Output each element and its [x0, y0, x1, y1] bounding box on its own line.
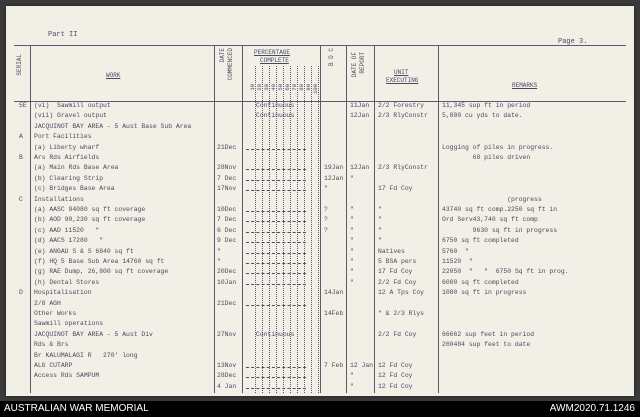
- cell-work: JACQUINOT BAY AREA - 5 Aust Div: [34, 330, 153, 338]
- cell-rep: ": [350, 206, 354, 213]
- cell-date: ": [217, 247, 221, 255]
- pct-col-line: [304, 66, 305, 393]
- cell-bdc: ?: [324, 226, 328, 234]
- continuous-label: Continuous: [256, 112, 295, 120]
- cell-work: (b) AOD 90,230 sq ft coverage: [34, 216, 146, 224]
- cell-bdc: ?: [324, 216, 328, 224]
- cell-work: Other Works: [34, 310, 77, 317]
- cell-serial: B: [19, 154, 23, 161]
- cell-remarks: (progress: [442, 195, 542, 203]
- cell-date: 28Dec: [217, 372, 237, 380]
- cell-rep: 12 Jan: [350, 362, 374, 369]
- cell-remarks: Ord Serv43,740 sq ft comp: [442, 216, 538, 224]
- pct-tick-label: 100: [312, 84, 319, 94]
- progress-bar: [246, 190, 306, 191]
- pct-tick-label: 70: [291, 84, 298, 91]
- cell-remarks: Logging of piles in progress.: [442, 143, 554, 151]
- cell-work: (vi) Sawmill output: [34, 102, 111, 109]
- cell-bdc: 14Jan: [324, 289, 344, 297]
- progress-bar: [246, 263, 306, 264]
- archive-ref: AWM2020.71.1246: [549, 403, 635, 414]
- col-line-report: [374, 45, 375, 393]
- cell-date: 20Dec: [217, 268, 237, 276]
- cell-date: 4 Jan: [217, 382, 237, 390]
- cell-unit: 17 Fd Coy: [378, 268, 413, 276]
- cell-remarks: 260484 sup feet to date: [442, 341, 531, 349]
- cell-work: (f) HQ 5 Base Sub Area 14760 sq ft: [34, 258, 165, 265]
- progress-bar: [246, 253, 306, 254]
- percentage-header-2: COMPLETE: [260, 57, 289, 64]
- remarks-header: REMARKS: [512, 82, 538, 89]
- cell-work: (a) AASC 94080 sq ft coverage: [34, 206, 146, 213]
- cell-bdc: 12Jan: [324, 174, 344, 182]
- cell-date: 28Nov: [217, 164, 237, 172]
- progress-bar: [246, 388, 306, 389]
- cell-unit: 2/2 Fd Coy: [378, 330, 417, 338]
- percentage-header-1: PERCENTAGE: [254, 49, 291, 56]
- cell-pct: Continuous: [256, 330, 295, 338]
- cell-unit: 12 Fd Coy: [378, 362, 413, 369]
- cell-remarks: 43740 sq ft comp.2250 sq ft in: [442, 206, 558, 213]
- date-commenced-header-2: COMMENCED: [227, 48, 234, 81]
- cell-unit: Natives: [378, 247, 405, 255]
- cell-date: 13Nov: [217, 362, 237, 369]
- bdc-header: B D C: [328, 48, 335, 67]
- cell-rep: ": [350, 278, 354, 286]
- cell-rep: ": [350, 226, 354, 234]
- pct-col-line: [311, 66, 312, 393]
- cell-work: Port Facilities: [34, 133, 92, 141]
- cell-unit: 12 Fd Coy: [378, 382, 413, 390]
- progress-bar: [246, 242, 306, 243]
- unit-header-2: EXECUTING: [386, 77, 419, 84]
- archive-footer: [0, 401, 640, 417]
- cell-work: (c) Bridges Base Area: [34, 185, 115, 193]
- cell-work: (e) ANGAU S & S 6840 sq ft: [34, 247, 134, 255]
- cell-date: 6 Dec: [217, 226, 237, 234]
- progress-bar: [246, 377, 306, 378]
- pct-tick-label: 30: [263, 84, 270, 91]
- date-commenced-header-1: DATE: [219, 48, 226, 63]
- cell-work: JACQUINOT BAY AREA - 5 Aust Base Sub Area: [34, 122, 192, 130]
- cell-remarks: 1080 sq ft in progress: [442, 289, 527, 297]
- cell-date: 17Nov: [217, 185, 237, 193]
- cell-unit: 12 A Tps Coy: [378, 289, 425, 297]
- pct-col-line: [297, 66, 298, 393]
- archive-name: AUSTRALIAN WAR MEMORIAL: [4, 403, 149, 414]
- cell-serial: A: [19, 133, 23, 141]
- col-line-unit: [438, 45, 439, 393]
- cell-unit: 5 BSA pers: [378, 258, 417, 265]
- cell-rep: 11Jan: [350, 102, 370, 109]
- pct-tick-label: 40: [270, 84, 277, 91]
- continuous-label: Continuous: [256, 102, 295, 109]
- cell-unit: ": [378, 216, 382, 224]
- cell-date: 10Jan: [217, 278, 237, 286]
- cell-rep: ": [350, 216, 354, 224]
- cell-remarks: 22050 " " 6750 Sq ft in prog.: [442, 268, 569, 276]
- cell-work: Access Rds SAMPUM: [34, 372, 100, 380]
- cell-unit: 2/3 RlyConstr: [378, 112, 428, 120]
- col-line-bdc: [346, 45, 347, 393]
- cell-work: Hospitalisation: [34, 289, 92, 297]
- cell-date: 7 Dec: [217, 174, 237, 182]
- pct-tick-label: 20: [256, 84, 263, 91]
- cell-bdc: 14Feb: [324, 310, 344, 317]
- pct-tick-label: 10: [249, 84, 256, 91]
- col-line-work: [214, 45, 215, 393]
- cell-work: 2/8 AGH: [34, 299, 61, 307]
- cell-bdc: 7 Feb: [324, 362, 344, 369]
- cell-date: 7 Dec: [217, 216, 237, 224]
- cell-unit: ": [378, 226, 382, 234]
- cell-work: Br KALUMALAGI R 270' long: [34, 351, 138, 359]
- cell-unit: 12 Fd Coy: [378, 372, 413, 380]
- cell-unit: 2/2 Forestry: [378, 102, 425, 109]
- cell-work: Installations: [34, 195, 84, 203]
- cell-date: 9 Dec: [217, 237, 237, 245]
- pct-tick-label: 80: [298, 84, 305, 91]
- cell-work: Rds & Brs: [34, 341, 69, 349]
- report-header-1: DATE OF: [351, 52, 358, 78]
- cell-unit: 17 Fd Coy: [378, 185, 413, 193]
- cell-remarks: 5760 ": [442, 247, 469, 255]
- cell-work: Ars Rds Airfields: [34, 154, 100, 161]
- progress-bar: [246, 149, 306, 150]
- cell-serial: C: [19, 195, 23, 203]
- pct-tick-label: 50: [277, 84, 284, 91]
- unit-header-1: UNIT: [394, 69, 409, 76]
- cell-remarks: 11520 ": [442, 258, 473, 265]
- cell-date: 27Nov: [217, 330, 237, 338]
- cell-remarks: 6750 sq ft completed: [442, 237, 519, 245]
- cell-unit: ": [378, 237, 382, 245]
- cell-rep: ": [350, 237, 354, 245]
- cell-unit: ": [378, 206, 382, 213]
- pct-tick-label: 60: [284, 84, 291, 91]
- cell-work: (g) RAE Dump, 26,800 sq ft coverage: [34, 268, 169, 276]
- progress-bar: [246, 221, 306, 222]
- cell-rep: ": [350, 382, 354, 390]
- cell-work: ALG CUTARP: [34, 362, 73, 369]
- progress-bar: [246, 305, 306, 306]
- cell-remarks: 11,345 sup ft in period: [442, 102, 531, 109]
- document-sheet: [6, 6, 634, 396]
- cell-work: (b) Clearing Strip: [34, 174, 104, 182]
- cell-rep: ": [350, 247, 354, 255]
- progress-bar: [246, 284, 306, 285]
- progress-bar: [246, 169, 306, 170]
- page-number: Page 3.: [558, 38, 588, 46]
- cell-date: ": [217, 258, 221, 265]
- cell-remarks: 9630 sq ft in progress: [442, 226, 558, 234]
- cell-remarks: 68 piles driven: [442, 154, 531, 161]
- progress-bar: [246, 273, 306, 274]
- progress-bar: [246, 367, 306, 368]
- cell-work: (c) AAD 11520 ": [34, 226, 100, 234]
- cell-serial: 5E: [19, 102, 27, 109]
- cell-unit: 2/2 Fd Coy: [378, 278, 417, 286]
- cell-remarks: 6000 sq ft completed: [442, 278, 519, 286]
- cell-date: 21Dec: [217, 143, 237, 151]
- pct-col-line: [318, 66, 319, 393]
- col-line-date: [242, 45, 243, 393]
- cell-work: (d) AACS 17280 ": [34, 237, 104, 245]
- cell-rep: ": [350, 372, 354, 380]
- cell-bdc: 19Jan: [324, 164, 344, 172]
- cell-rep: 12Jan: [350, 112, 370, 120]
- cell-work: (a) Main Rds Base Area: [34, 164, 119, 172]
- col-line-pct: [320, 45, 321, 393]
- part-label: Part II: [48, 31, 78, 39]
- cell-remarks: 66662 sup feet in period: [442, 330, 535, 338]
- progress-bar: [246, 180, 306, 181]
- cell-rep: ": [350, 268, 354, 276]
- cell-unit: " & 2/3 Rlys: [378, 310, 425, 317]
- cell-work: (a) Liberty wharf: [34, 143, 100, 151]
- cell-rep: ": [350, 174, 354, 182]
- cell-work: (vii) Gravel output: [34, 112, 107, 120]
- cell-remarks: 5,800 cu yds to date.: [442, 112, 523, 120]
- cell-serial: D: [19, 289, 23, 297]
- cell-work: (h) Dental Stores: [34, 278, 100, 286]
- serial-header: SERIAL: [16, 54, 23, 76]
- work-header: WORK: [106, 72, 121, 79]
- cell-bdc: ?: [324, 206, 328, 213]
- col-line-serial: [30, 45, 31, 393]
- pct-tick-label: 90: [305, 84, 312, 91]
- cell-rep: 12Jan: [350, 164, 370, 172]
- cell-date: 10Dec: [217, 206, 237, 213]
- progress-bar: [246, 211, 306, 212]
- report-header-2: REPORT: [359, 52, 366, 74]
- progress-bar: [246, 232, 306, 233]
- cell-rep: ": [350, 258, 354, 265]
- cell-bdc: ": [324, 185, 328, 193]
- cell-work: Sawmill operations: [34, 320, 104, 328]
- cell-date: 21Dec: [217, 299, 237, 307]
- cell-unit: 2/3 RlyConstr: [378, 164, 428, 172]
